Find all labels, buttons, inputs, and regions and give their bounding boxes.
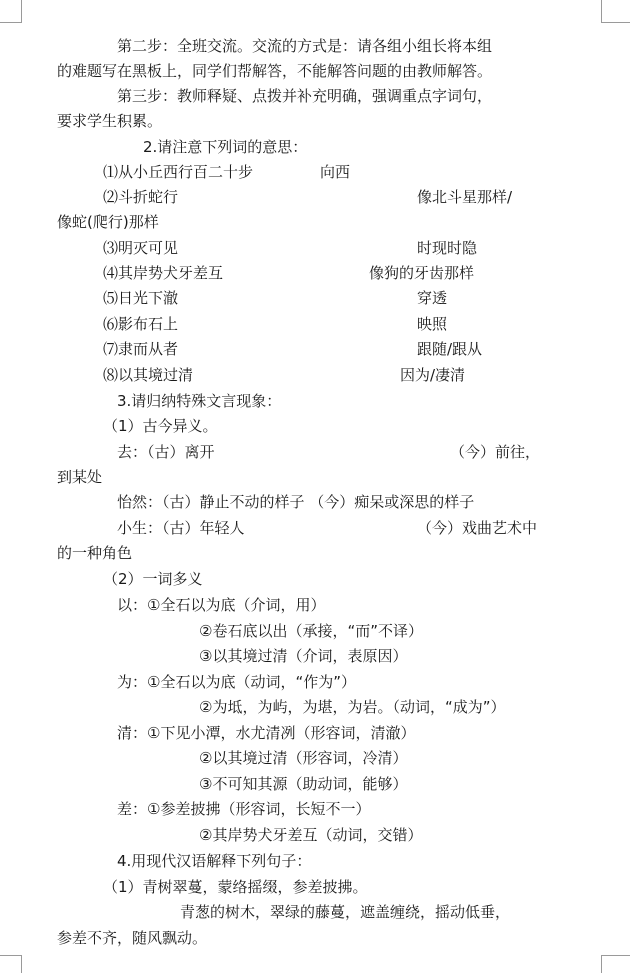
text-line: 青葱的树木，翠绿的藤蔓，遮盖缠绕，摇动低垂，: [180, 903, 511, 921]
text-line: 要求学生积累。: [57, 112, 163, 130]
text-line: 差：①参差披拂（形容词，长短不一）: [117, 800, 371, 818]
text-line: 清：①下见小潭，水尤清冽（形容词，清澈）: [117, 724, 416, 742]
section-heading: 4.用现代汉语解释下列句子：: [117, 852, 312, 870]
text-line: ②其岸势犬牙差互（动词，交错）: [199, 826, 423, 844]
text-line: 第二步：全班交流。交流的方式是：请各组小组长将本组: [117, 37, 493, 55]
text-line: （1）青树翠蔓，蒙络摇缀，参差披拂。: [103, 878, 368, 896]
text-line: 像狗的牙齿那样: [369, 264, 475, 282]
crop-mark-bottom-right-h: [601, 955, 630, 956]
crop-mark-bottom-left-v: [21, 955, 22, 973]
crop-mark-bottom-left-h: [0, 955, 22, 956]
text-line: 以：①全石以为底（介词，用）: [117, 596, 326, 614]
text-line: ③以其境过清（介词，表原因）: [199, 647, 408, 665]
section-heading: 2.请注意下列词的意思：: [143, 138, 308, 156]
crop-mark-top-right-v: [601, 0, 602, 22]
crop-mark-top-left-v: [21, 0, 22, 22]
text-line: ③不可知其源（助动词，能够）: [199, 775, 408, 793]
crop-mark-bottom-right-v: [601, 955, 602, 973]
text-line: 映照: [417, 315, 448, 333]
text-line: ⑹影布石上: [103, 315, 179, 333]
text-line: （2）一词多义: [103, 570, 203, 588]
text-line: （今）戏曲艺术中: [417, 519, 538, 537]
text-line: ②为坻，为屿，为堪，为岩。（动词，“成为”）: [199, 698, 506, 716]
text-line: 跟随/跟从: [417, 340, 483, 358]
text-line: 怡然：（古）静止不动的样子 （今）痴呆或深思的样子: [117, 493, 475, 511]
text-line: 去：（古）离开: [117, 443, 215, 461]
crop-mark-top-right-h: [601, 22, 630, 23]
text-line: （今）前往，: [450, 443, 541, 461]
text-line: 向西: [320, 163, 351, 181]
text-line: ⑴从小丘西行百二十步: [103, 163, 254, 181]
text-line: 的难题写在黑板上，同学们帮解答，不能解答问题的由教师解答。: [57, 62, 493, 80]
text-line: 时现时隐: [417, 239, 478, 257]
text-line: ②卷石底以出（承接，“而”不译）: [199, 622, 423, 640]
text-line: ⑺隶而从者: [103, 340, 179, 358]
crop-mark-top-left-h: [0, 22, 22, 23]
text-line: 的一种角色: [57, 544, 133, 562]
text-line: ⑵斗折蛇行: [103, 188, 179, 206]
text-line: 小生：（古）年轻人: [117, 519, 245, 537]
text-line: 因为/凄清: [400, 366, 466, 384]
text-line: （1）古今异义。: [103, 417, 218, 435]
text-line: 到某处: [57, 468, 103, 486]
text-line: ⑶明灭可见: [103, 239, 179, 257]
text-line: 像蛇(爬行)那样: [57, 213, 159, 231]
text-line: 像北斗星那样/: [417, 188, 513, 206]
text-line: 穿透: [417, 289, 448, 307]
text-line: 参差不齐，随风飘动。: [57, 929, 208, 947]
text-line: 第三步：教师释疑、点拨并补充明确，强调重点字词句，: [117, 87, 493, 105]
text-line: ②以其境过清（形容词，冷清）: [199, 749, 408, 767]
text-line: ⑸日光下澈: [103, 289, 179, 307]
text-line: ⑷其岸势犬牙差互: [103, 264, 224, 282]
text-line: ⑻以其境过清: [103, 366, 194, 384]
text-line: 为：①全石以为底（动词，“作为”）: [117, 673, 356, 691]
section-heading: 3.请归纳特殊文言现象：: [117, 392, 282, 410]
